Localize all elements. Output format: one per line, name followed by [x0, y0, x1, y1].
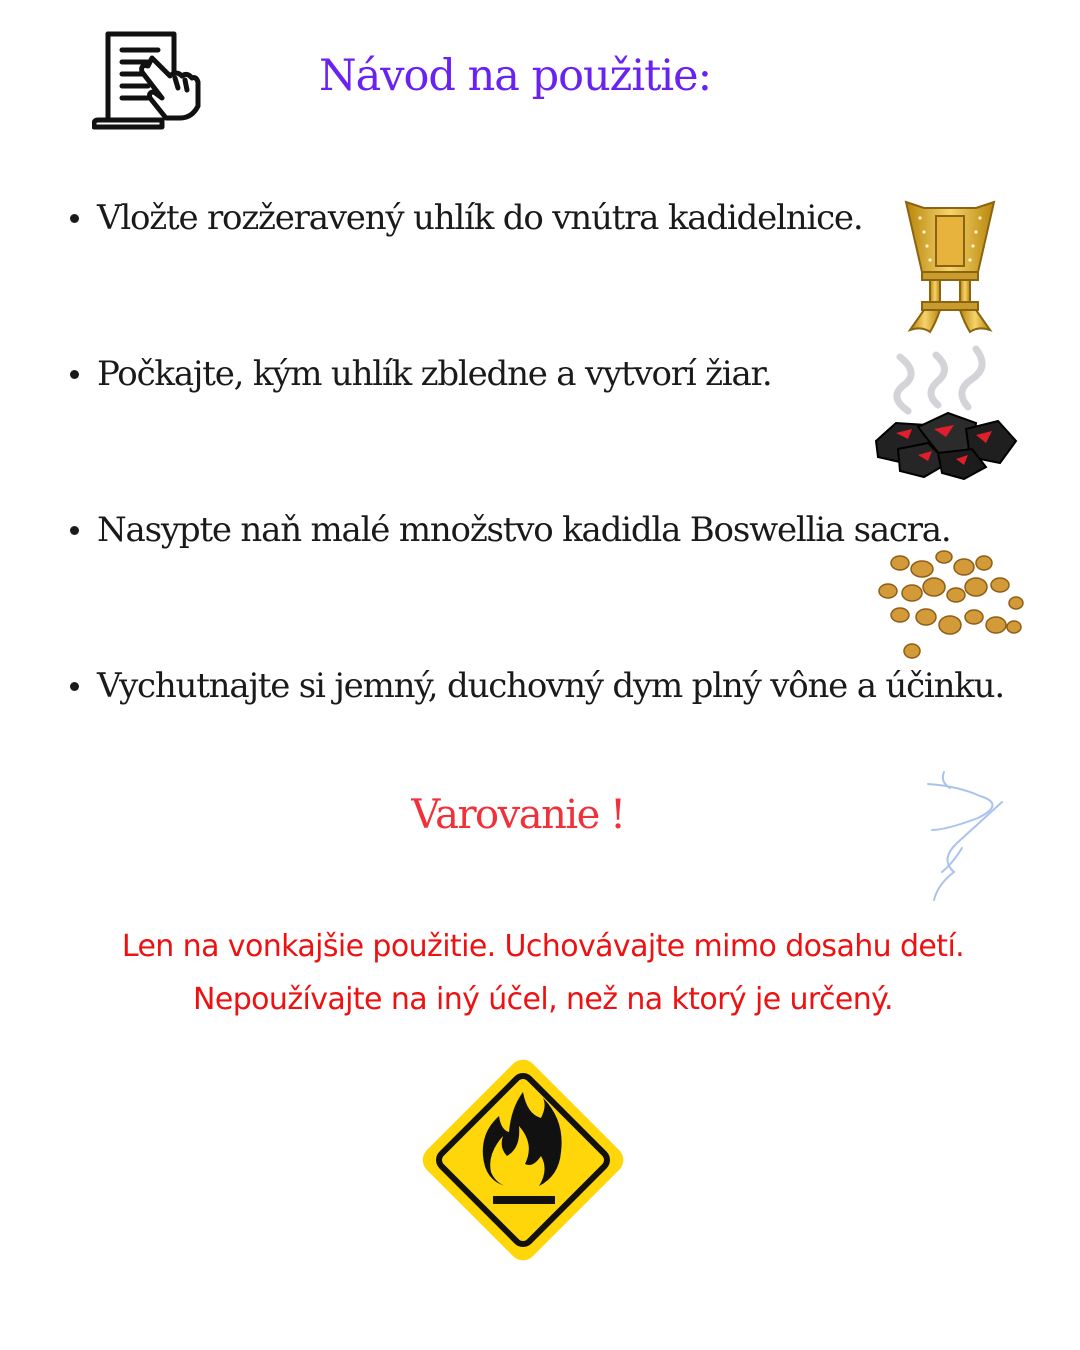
smoke-icon: [918, 768, 1013, 904]
bullet: [70, 214, 79, 223]
bullet: [70, 370, 79, 379]
list-item: [70, 664, 1060, 708]
step-text: Počkajte, kým uhlík zbledne a vytvorí žiar.: [97, 354, 772, 394]
bullet: [70, 526, 79, 535]
warning-line: Nepoužívajte na iný účel, než na ktorý je určený.: [193, 982, 893, 1017]
warning-title: Varovanie !: [411, 792, 625, 838]
page-title: Návod na použitie:: [318, 51, 712, 101]
step-text: Vložte rozžeravený uhlík do vnútra kadidelnice.: [97, 198, 863, 238]
smoking-coal-icon: [868, 345, 1023, 480]
document-hand-icon: [92, 28, 202, 132]
frankincense-resin-icon: [872, 545, 1027, 663]
flammable-hazard-icon: [415, 1052, 631, 1268]
step-text: Vychutnajte si jemný, duchovný dym plný vône a účinku.: [97, 666, 1004, 706]
warning-text: [30, 920, 1056, 1026]
step-text: Nasypte naň malé množstvo kadidla Boswellia sacra.: [97, 510, 951, 550]
bullet: [70, 682, 79, 691]
incense-burner-icon: [900, 198, 1000, 336]
warning-line: Len na vonkajšie použitie. Uchovávajte mimo dosahu detí.: [121, 929, 965, 964]
